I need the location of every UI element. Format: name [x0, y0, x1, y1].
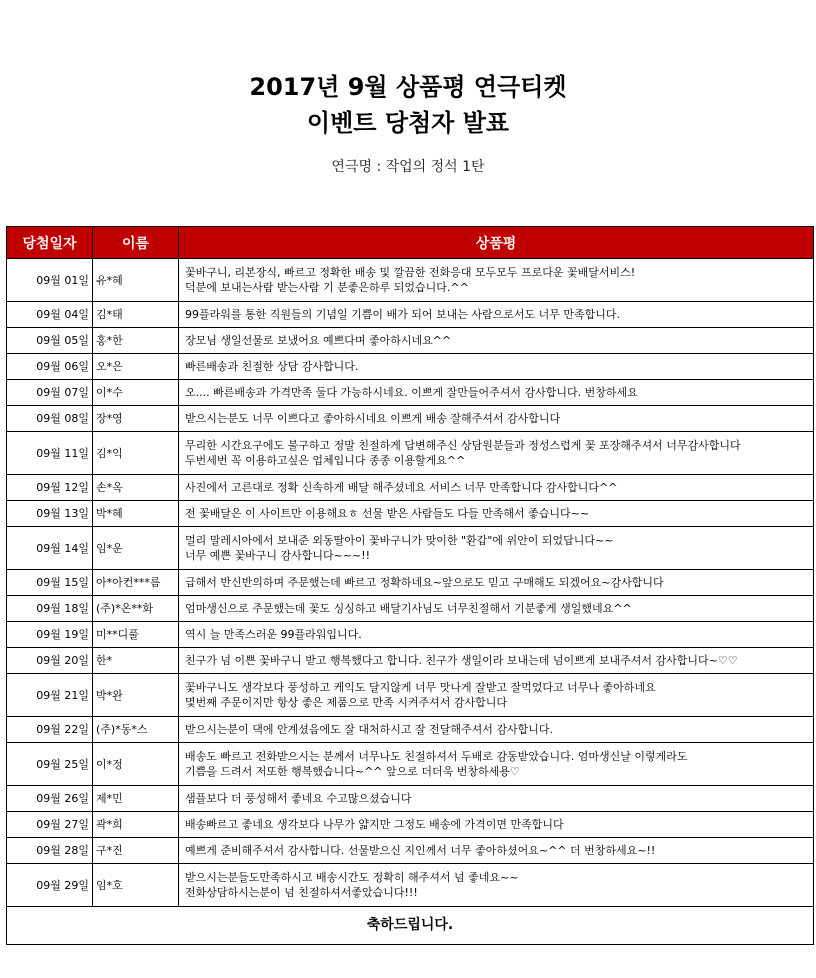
review-line: 배송도 빠르고 전화받으시는 분께서 너무나도 친절하셔서 두배로 감동받았습니다. 엄마생신날 이렇게라도 [185, 750, 688, 763]
winner-review [179, 328, 814, 354]
winner-review [179, 717, 814, 743]
winner-review [179, 864, 814, 907]
winner-review [179, 406, 814, 432]
column-header-name: 이름 [93, 227, 179, 259]
play-name-subtitle: 연극명 : 작업의 정석 1탄 [331, 159, 485, 175]
winner-date: 09월 05일 [7, 328, 93, 354]
review-line: 빠른배송과 친절한 상담 감사합니다. [185, 360, 359, 373]
winner-date: 09월 13일 [7, 501, 93, 527]
winner-name: (주)*동*스 [93, 717, 179, 743]
winner-review [179, 838, 814, 864]
review-line: 엄마생신으로 주문했는데 꽃도 싱싱하고 배달기사님도 너무친절해서 기분좋게 생일했네요^^ [185, 602, 632, 615]
winner-date: 09월 01일 [7, 259, 93, 302]
review-line: 배송빠르고 좋네요 생각보다 나무가 얇지만 그정도 배송에 가격이면 만족합니다 [185, 818, 564, 831]
winner-date: 09월 11일 [7, 432, 93, 475]
review-line: 받으시는분이 댁에 안계셨음에도 잘 대처하시고 잘 전달해주셔서 감사합니다. [185, 723, 554, 736]
table-row [7, 743, 814, 786]
winner-date: 09월 08일 [7, 406, 93, 432]
winner-name: 손*옥 [93, 475, 179, 501]
winner-name: 미**디풀 [93, 622, 179, 648]
review-line: 전화상담하시는분이 넘 친절하셔서좋았습니다!!! [185, 886, 418, 899]
review-line: 급해서 반신반의하며 주문했는데 빠르고 정확하네요~앞으로도 믿고 구매해도 되겠어요~감사합니다 [185, 576, 664, 589]
winner-review [179, 743, 814, 786]
winner-review [179, 475, 814, 501]
review-line: 꽃바구니도 생각보다 풍성하고 케익도 달지않게 너무 맛나게 잘받고 잘먹었다고 너무나 좋아하네요 [185, 681, 656, 694]
winner-review [179, 786, 814, 812]
winner-name: 이*정 [93, 743, 179, 786]
table-row [7, 812, 814, 838]
winner-name: 오*은 [93, 354, 179, 380]
winner-date: 09월 29일 [7, 864, 93, 907]
winner-date: 09월 20일 [7, 648, 93, 674]
winner-name: 박*완 [93, 674, 179, 717]
review-line: 무리한 시간요구에도 불구하고 정말 친절하게 답변해주신 상담원분들과 정성스럽게 꽃 포장해주셔서 너무감사합니다 [185, 439, 741, 452]
table-row [7, 501, 814, 527]
winner-date: 09월 04일 [7, 302, 93, 328]
review-line: 덕분에 보내는사람 받는사람 기 분좋은하루 되었습니다.^^ [185, 281, 469, 294]
table-row [7, 674, 814, 717]
table-row [7, 527, 814, 570]
review-line: 오.... 빠른배송과 가격만족 둘다 가능하시네요. 이쁘게 잘만들어주셔서 감사합니다. 번창하세요 [185, 386, 638, 399]
table-row [7, 259, 814, 302]
table-row [7, 838, 814, 864]
winners-table [6, 226, 814, 945]
review-line: 사진에서 고른대로 정확 신속하게 배달 해주셨네요 서비스 너무 만족합니다 감사합니다^^ [185, 481, 618, 494]
winner-name: 구*진 [93, 838, 179, 864]
winner-date: 09월 28일 [7, 838, 93, 864]
winner-date: 09월 27일 [7, 812, 93, 838]
winner-name: 김*익 [93, 432, 179, 475]
winner-review [179, 570, 814, 596]
review-line: 99플라워를 통한 직원들의 기념일 기쁨이 배가 되어 보내는 사람으로서도 너무 만족합니다. [185, 308, 620, 321]
winner-review [179, 527, 814, 570]
winner-review [179, 596, 814, 622]
winner-date: 09월 18일 [7, 596, 93, 622]
review-line: 예쁘게 준비해주셔서 감사합니다. 선물받으신 지인께서 너무 좋아하셨어요~^^ 더 번창하세요~!! [185, 844, 656, 857]
table-row [7, 380, 814, 406]
winner-name: 임*운 [93, 527, 179, 570]
table-row [7, 717, 814, 743]
table-row [7, 864, 814, 907]
winner-date: 09월 25일 [7, 743, 93, 786]
winner-date: 09월 14일 [7, 527, 93, 570]
winner-review [179, 812, 814, 838]
table-row [7, 596, 814, 622]
winner-name: (주)*온**화 [93, 596, 179, 622]
table-row [7, 432, 814, 475]
winner-review [179, 354, 814, 380]
winner-date: 09월 26일 [7, 786, 93, 812]
winner-review [179, 259, 814, 302]
review-line: 꽃바구니, 리본장식, 빠르고 정확한 배송 및 깔끔한 전화응대 모두모두 프로다운 꽃배달서비스! [185, 266, 636, 279]
table-row [7, 648, 814, 674]
winner-review [179, 648, 814, 674]
review-line: 장모님 생일선물로 보냈어요 예쁘다며 좋아하시네요^^ [185, 334, 452, 347]
table-row [7, 354, 814, 380]
winner-date: 09월 07일 [7, 380, 93, 406]
review-line: 샘플보다 더 풍성해서 좋네요 수고많으셨습니다 [185, 792, 412, 805]
table-row [7, 406, 814, 432]
winner-name: 임*호 [93, 864, 179, 907]
review-line: 받으시는분도 너무 이쁘다고 좋아하시네요 이쁘게 배송 잘해주셔서 감사합니다 [185, 412, 561, 425]
congratulations-footer: 축하드립니다. [7, 907, 814, 945]
table-row [7, 475, 814, 501]
review-line: 몇번째 주문이지만 항상 좋은 제품으로 만족 시켜주셔서 감사합니다 [185, 696, 508, 709]
winner-date: 09월 22일 [7, 717, 93, 743]
winner-name: 김*태 [93, 302, 179, 328]
review-line: 역시 늘 만족스러운 99플라워입니다. [185, 628, 362, 641]
page-title-line2: 이벤트 당첨자 발표 [306, 109, 510, 137]
winner-review [179, 501, 814, 527]
winner-date: 09월 19일 [7, 622, 93, 648]
review-line: 기쁨을 드려서 저또한 행복했습니다~^^ 앞으로 더더욱 번창하세용♡ [185, 765, 520, 778]
winner-date: 09월 06일 [7, 354, 93, 380]
winner-review [179, 622, 814, 648]
review-line: 너무 예쁜 꽃바구니 감사합니다~~~!! [185, 549, 371, 562]
review-line: 받으시는분들도만족하시고 배송시간도 정확히 해주셔서 넘 좋네요~~ [185, 871, 519, 884]
winner-name: 아*아컨***름 [93, 570, 179, 596]
review-line: 멀리 말레시아에서 보내준 외동딸아이 꽃바구니가 맞이한 "환갑"에 위안이 되었답니다~~ [185, 534, 614, 547]
winner-name: 이*수 [93, 380, 179, 406]
winner-review [179, 380, 814, 406]
winner-name: 한* [93, 648, 179, 674]
winner-name: 장*영 [93, 406, 179, 432]
winner-name: 제*민 [93, 786, 179, 812]
column-header-review: 상품평 [179, 227, 814, 259]
table-row [7, 570, 814, 596]
winner-date: 09월 21일 [7, 674, 93, 717]
winner-review [179, 302, 814, 328]
review-line: 친구가 넘 이쁜 꽃바구니 받고 행복했다고 합니다. 친구가 생일이라 보내는데 넘이쁘게 보내주셔서 감사합니다~♡♡ [185, 654, 738, 667]
table-row [7, 302, 814, 328]
column-header-date: 당첨일자 [7, 227, 93, 259]
review-line: 전 꽃배달은 이 사이트만 이용해요ㅎ 선물 받은 사람들도 다들 만족해서 좋습니다~~ [185, 507, 590, 520]
table-row [7, 328, 814, 354]
winner-name: 홍*한 [93, 328, 179, 354]
winner-review [179, 432, 814, 475]
winner-date: 09월 12일 [7, 475, 93, 501]
page-title-line1: 2017년 9월 상품평 연극티켓 [249, 73, 567, 101]
winner-name: 곽*희 [93, 812, 179, 838]
winner-name: 박*혜 [93, 501, 179, 527]
winner-name: 유*혜 [93, 259, 179, 302]
review-line: 두번세번 꼭 이용하고싶은 업체입니다 종종 이용할게요^^ [185, 454, 466, 467]
table-row [7, 786, 814, 812]
winner-review [179, 674, 814, 717]
winner-date: 09월 15일 [7, 570, 93, 596]
table-row [7, 622, 814, 648]
